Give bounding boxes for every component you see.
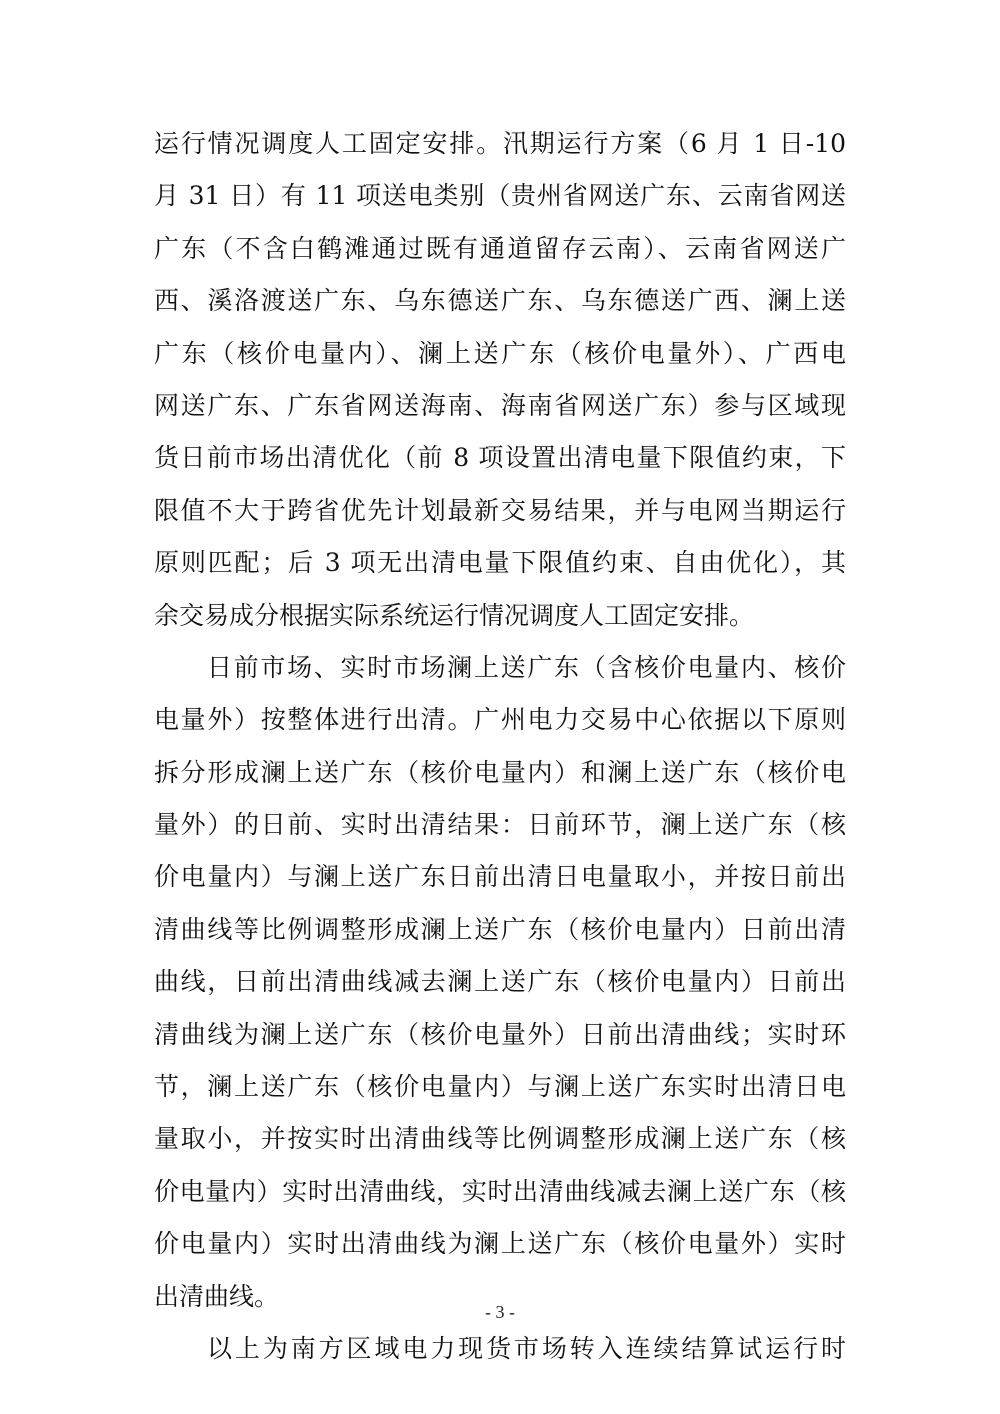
text-line: 货日前市场出清优化（前 8 项设置出清电量下限值约束，下	[154, 443, 846, 473]
text-line: 节，澜上送广东（核价电量内）与澜上送广东实时出清日电	[154, 1072, 846, 1102]
page-number: - 3 -	[485, 1302, 515, 1322]
text-line: 电量外）按整体进行出清。广州电力交易中心依据以下原则	[154, 705, 846, 735]
text-line: 曲线，日前出清曲线减去澜上送广东（核价电量内）日前出	[154, 967, 846, 997]
text-line: 清曲线等比例调整形成澜上送广东（核价电量内）日前出清	[154, 914, 846, 944]
text-line: 价电量内）实时出清曲线为澜上送广东（核价电量外）实时	[154, 1229, 846, 1259]
text-line: 广东（不含白鹤滩通过既有通道留存云南）、云南省网送广	[154, 233, 846, 263]
text-line: 月 31 日）有 11 项送电类别（贵州省网送广东、云南省网送	[154, 181, 846, 211]
text-line: 限值不大于跨省优先计划最新交易结果，并与电网当期运行	[154, 495, 846, 525]
text-line: 量取小，并按实时出清曲线等比例调整形成澜上送广东（核	[154, 1124, 846, 1154]
paragraph-first-line: 以上为南方区域电力现货市场转入连续结算试运行时	[207, 1333, 846, 1363]
text-line: 价电量内）实时出清曲线，实时出清曲线减去澜上送广东（核	[154, 1176, 846, 1206]
text-line: 价电量内）与澜上送广东日前出清日电量取小，并按日前出	[154, 862, 846, 892]
text-line: 余交易成分根据实际系统运行情况调度人工固定安排。	[154, 600, 755, 630]
paragraph-first-line: 日前市场、实时市场澜上送广东（含核价电量内、核价	[207, 652, 846, 682]
text-line: 清曲线为澜上送广东（核价电量外）日前出清曲线；实时环	[154, 1019, 846, 1049]
text-line: 出清曲线。	[154, 1281, 280, 1311]
text-line: 广东（核价电量内）、澜上送广东（核价电量外）、广西电	[154, 338, 846, 368]
text-line: 网送广东、广东省网送海南、海南省网送广东）参与区域现	[154, 390, 846, 420]
text-line: 拆分形成澜上送广东（核价电量内）和澜上送广东（核价电	[154, 757, 846, 787]
text-line: 运行情况调度人工固定安排。汛期运行方案（6 月 1 日-10	[154, 129, 846, 158]
text-line: 西、溪洛渡送广东、乌东德送广东、乌东德送广西、澜上送	[154, 286, 846, 316]
text-line: 原则匹配；后 3 项无出清电量下限值约束、自由优化），其	[154, 548, 846, 578]
text-line: 量外）的日前、实时出清结果：日前环节，澜上送广东（核	[154, 810, 846, 840]
body-text	[154, 118, 846, 1375]
